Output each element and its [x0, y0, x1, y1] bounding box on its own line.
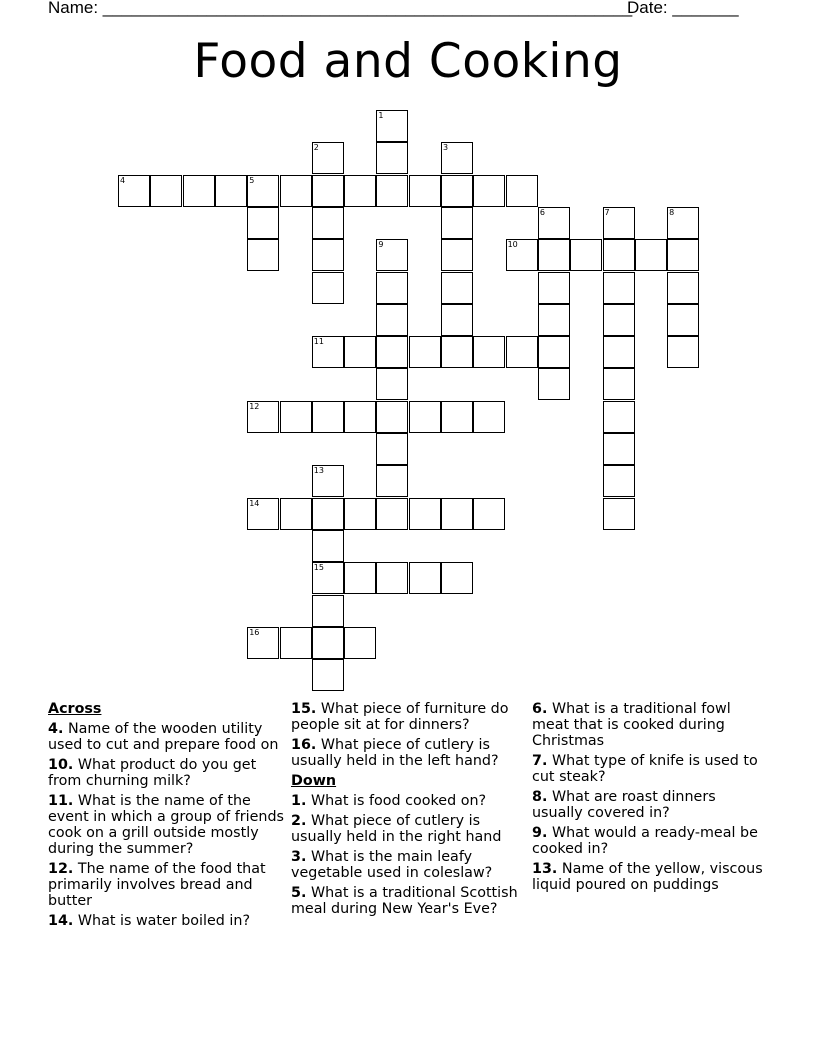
grid-cell[interactable] [150, 175, 182, 207]
cell-number: 9 [378, 240, 384, 250]
clue-text: What product do you get from churning milk? [48, 757, 257, 789]
clue-number: 11. [48, 793, 74, 809]
cell-number: 1 [378, 111, 384, 120]
grid-cell[interactable] [603, 465, 635, 497]
grid-cell[interactable] [376, 272, 408, 304]
grid-cell[interactable] [603, 368, 635, 400]
clue-number: 10. [48, 757, 74, 773]
clue-across-15 [291, 701, 527, 733]
clue-number: 1. [291, 793, 307, 809]
grid-cell[interactable] [538, 336, 570, 368]
clue-number: 3. [291, 849, 307, 865]
name-field[interactable]: Name: ________________________________________________________ [48, 0, 633, 17]
clue-down-5 [291, 885, 527, 917]
clue-down-13 [532, 861, 768, 893]
clue-down-8 [532, 789, 768, 821]
grid-cell[interactable] [409, 401, 441, 433]
grid-cell[interactable] [409, 175, 441, 207]
grid-cell[interactable] [376, 562, 408, 594]
grid-cell[interactable] [376, 336, 408, 368]
clues-column-2 [291, 701, 527, 921]
cell-number: 8 [669, 207, 675, 217]
clue-across-12 [48, 861, 284, 909]
grid-cell[interactable] [312, 627, 344, 659]
clue-text: What is food cooked on? [310, 793, 487, 809]
clue-text: What piece of cutlery is usually held in the left hand? [291, 737, 499, 769]
grid-cell[interactable] [280, 401, 312, 433]
cell-number: 11 [313, 337, 324, 347]
grid-cell[interactable] [312, 659, 344, 691]
grid-cell[interactable] [344, 562, 376, 594]
grid-cell[interactable] [247, 207, 279, 239]
puzzle-title: Food and Cooking [193, 34, 623, 89]
clue-number: 15. [291, 701, 317, 717]
grid-cell[interactable] [344, 627, 376, 659]
grid-cell[interactable] [538, 272, 570, 304]
clue-text: Name of the yellow, viscous liquid poured on puddings [532, 861, 763, 893]
clue-number: 16. [291, 737, 317, 753]
clue-number: 8. [532, 789, 548, 805]
clue-number: 13. [532, 861, 558, 877]
grid-cell[interactable] [312, 401, 344, 433]
clue-text: What is the main leafy vegetable used in coleslaw? [291, 849, 493, 881]
grid-cell[interactable] [312, 498, 344, 530]
grid-cell[interactable] [667, 336, 699, 368]
grid-cell[interactable] [441, 207, 473, 239]
cell-number: 15 [313, 563, 324, 573]
grid-cell[interactable] [473, 401, 505, 433]
clue-text: What type of knife is used to cut steak? [532, 753, 758, 785]
clue-across-4 [48, 721, 284, 753]
grid-cell[interactable] [376, 175, 408, 207]
clue-text: What is water boiled in? [77, 913, 251, 929]
grid-cell[interactable] [506, 175, 538, 207]
grid-cell[interactable] [603, 304, 635, 336]
grid-cell[interactable] [376, 304, 408, 336]
clue-number: 4. [48, 721, 64, 737]
grid-cell[interactable] [603, 272, 635, 304]
clue-across-14 [48, 913, 284, 929]
clue-text: What is the name of the event in which a group of friends cook on a grill outside mostly during the summer? [48, 793, 284, 857]
grid-cell[interactable] [667, 304, 699, 336]
grid-cell[interactable] [280, 627, 312, 659]
grid-cell[interactable] [441, 239, 473, 271]
down-heading: Down [291, 773, 337, 789]
clue-down-6 [532, 701, 768, 749]
grid-cell[interactable] [603, 401, 635, 433]
grid-cell[interactable] [376, 433, 408, 465]
grid-cell[interactable] [312, 207, 344, 239]
clue-number: 6. [532, 701, 548, 717]
grid-cell[interactable] [312, 595, 344, 627]
clue-down-3 [291, 849, 527, 881]
cell-number: 4 [120, 175, 126, 185]
clue-down-1 [291, 793, 527, 809]
grid-cell[interactable] [312, 272, 344, 304]
grid-cell[interactable] [376, 498, 408, 530]
grid-cell[interactable] [312, 239, 344, 271]
grid-cell[interactable] [344, 498, 376, 530]
grid-cell[interactable] [409, 498, 441, 530]
grid-cell[interactable] [409, 336, 441, 368]
clue-number: 9. [532, 825, 548, 841]
grid-cell[interactable] [215, 175, 247, 207]
cell-number: 5 [249, 175, 255, 185]
grid-cell[interactable] [376, 142, 408, 174]
grid-cell[interactable] [409, 562, 441, 594]
grid-cell[interactable] [441, 175, 473, 207]
grid-cell[interactable] [603, 336, 635, 368]
grid-cell[interactable] [538, 239, 570, 271]
grid-cell[interactable] [473, 498, 505, 530]
cell-number: 10 [507, 240, 518, 250]
cell-number: 12 [249, 401, 260, 411]
grid-cell[interactable] [635, 239, 667, 271]
grid-cell[interactable] [441, 401, 473, 433]
grid-cell[interactable] [473, 175, 505, 207]
clue-number: 5. [291, 885, 307, 901]
grid-cell[interactable] [344, 336, 376, 368]
grid-cell[interactable] [280, 175, 312, 207]
clue-text: Name of the wooden utility used to cut and prepare food on [48, 721, 279, 753]
grid-cell[interactable] [441, 336, 473, 368]
clue-text: The name of the food that primarily involves bread and butter [48, 861, 266, 909]
clue-text: What are roast dinners usually covered in? [532, 789, 716, 821]
grid-cell[interactable] [441, 498, 473, 530]
grid-cell[interactable] [667, 239, 699, 271]
clue-down-7 [532, 753, 768, 785]
clues-column-1 [48, 701, 284, 933]
grid-cell[interactable] [247, 239, 279, 271]
clue-across-10 [48, 757, 284, 789]
grid-cell[interactable] [506, 336, 538, 368]
clue-text: What is a traditional Scottish meal during New Year's Eve? [291, 885, 518, 917]
clue-number: 7. [532, 753, 548, 769]
grid-cell[interactable] [376, 401, 408, 433]
clue-number: 14. [48, 913, 74, 929]
grid-cell[interactable] [603, 498, 635, 530]
grid-cell[interactable] [441, 304, 473, 336]
grid-cell[interactable] [538, 368, 570, 400]
cell-number: 6 [539, 207, 545, 217]
clue-text: What is a traditional fowl meat that is cooked during Christmas [532, 701, 731, 749]
grid-cell[interactable] [376, 465, 408, 497]
grid-cell[interactable] [441, 562, 473, 594]
grid-cell[interactable] [441, 272, 473, 304]
clue-down-9 [532, 825, 768, 857]
clue-text: What would a ready-meal be cooked in? [532, 825, 758, 857]
clue-across-11 [48, 793, 284, 857]
date-field[interactable]: Date: _______ [627, 0, 739, 17]
grid-cell[interactable] [280, 498, 312, 530]
cell-number: 2 [313, 143, 319, 153]
cell-number: 7 [604, 207, 610, 217]
grid-cell[interactable] [312, 175, 344, 207]
cell-number: 13 [313, 466, 324, 476]
grid-cell[interactable] [473, 336, 505, 368]
grid-cell[interactable] [667, 272, 699, 304]
cell-number: 14 [249, 498, 260, 508]
grid-cell[interactable] [344, 401, 376, 433]
grid-cell[interactable] [376, 368, 408, 400]
grid-cell[interactable] [538, 304, 570, 336]
clue-text: What piece of furniture do people sit at for dinners? [291, 701, 509, 733]
cell-number: 16 [249, 627, 260, 637]
clue-number: 12. [48, 861, 74, 877]
clue-down-2 [291, 813, 527, 845]
cell-number: 3 [443, 143, 449, 153]
clues-column-3 [532, 701, 768, 897]
grid-cell[interactable] [603, 433, 635, 465]
across-heading: Across [48, 701, 102, 717]
grid-cell[interactable] [344, 175, 376, 207]
grid-cell[interactable] [570, 239, 602, 271]
grid-cell[interactable] [603, 239, 635, 271]
clue-number: 2. [291, 813, 307, 829]
grid-cell[interactable] [312, 530, 344, 562]
grid-cell[interactable] [183, 175, 215, 207]
clue-text: What piece of cutlery is usually held in the right hand [291, 813, 502, 845]
clue-across-16 [291, 737, 527, 769]
